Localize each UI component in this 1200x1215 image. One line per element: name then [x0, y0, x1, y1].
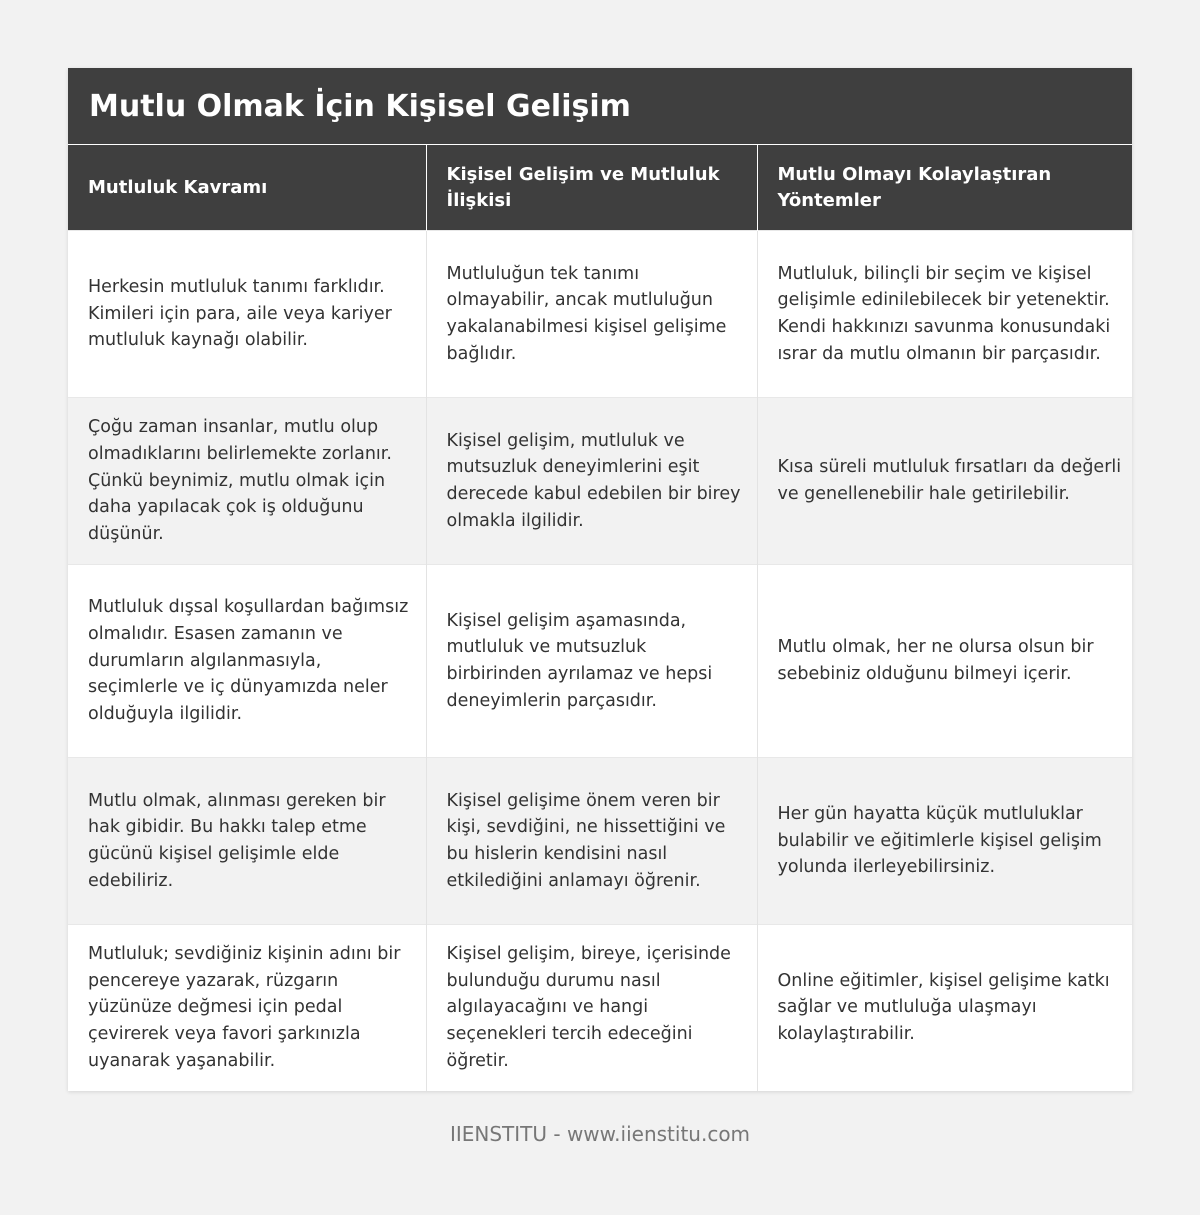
table-row [68, 231, 1132, 398]
page-title: Mutlu Olmak İçin Kişisel Gelişim [68, 68, 1132, 144]
table-row [68, 565, 1132, 758]
table-cell: Çoğu zaman insanlar, mutlu olup olmadıklarını belirlemekte zorlanır. Çünkü beynimiz, mutlu olmak için daha yapılacak çok iş olduğunu düşünür. [68, 398, 426, 565]
table-cell: Online eğitimler, kişisel gelişime katkı sağlar ve mutluluğa ulaşmayı kolaylaştırabilir. [757, 925, 1132, 1091]
table-cell: Kişisel gelişime önem veren bir kişi, sevdiğini, ne hissettiğini ve bu hislerin kendisini nasıl etkilediğini anlamayı öğrenir. [426, 758, 757, 925]
table-cell: Herkesin mutluluk tanımı farklıdır. Kimileri için para, aile veya kariyer mutluluk kaynağı olabilir. [68, 231, 426, 398]
table-cell: Mutluluğun tek tanımı olmayabilir, ancak mutluluğun yakalanabilmesi kişisel gelişime bağlıdır. [426, 231, 757, 398]
footer-credit: IIENSTITU - www.iienstitu.com [449, 1122, 751, 1146]
table-cell: Kısa süreli mutluluk fırsatları da değerli ve genellenebilir hale getirilebilir. [757, 398, 1132, 565]
table-cell: Mutlu olmak, her ne olursa olsun bir sebebiniz olduğunu bilmeyi içerir. [757, 565, 1132, 758]
table-row [68, 758, 1132, 925]
table-cell: Mutluluk dışsal koşullardan bağımsız olmalıdır. Esasen zamanın ve durumların algılanmasıyla, seçimlerle ve iç dünyamızda neler olduğuyla ilgilidir. [68, 565, 426, 758]
table-cell: Kişisel gelişim aşamasında, mutluluk ve mutsuzluk birbirinden ayrılamaz ve hepsi deneyimlerin parçasıdır. [426, 565, 757, 758]
table-cell: Mutluluk; sevdiğiniz kişinin adını bir pencereye yazarak, rüzgarın yüzünüze değmesi için pedal çevirerek veya favori şarkınızla uyanarak yaşanabilir. [68, 925, 426, 1091]
table-cell: Mutlu olmak, alınması gereken bir hak gibidir. Bu hakkı talep etme gücünü kişisel gelişimle elde edebiliriz. [68, 758, 426, 925]
column-header: Mutluluk Kavramı [68, 145, 426, 231]
table-cell: Her gün hayatta küçük mutluluklar bulabilir ve eğitimlerle kişisel gelişim yolunda ilerleyebilirsiniz. [757, 758, 1132, 925]
column-header: Kişisel Gelişim ve Mutluluk İlişkisi [426, 145, 757, 231]
table-cell: Mutluluk, bilinçli bir seçim ve kişisel gelişimle edinilebilecek bir yetenektir. Kendi hakkınızı savunma konusundaki ısrar da mutlu olmanın bir parçasıdır. [757, 231, 1132, 398]
table-row [68, 925, 1132, 1091]
table-cell: Kişisel gelişim, bireye, içerisinde bulunduğu durumu nasıl algılayacağını ve hangi seçenekleri tercih edeceğini öğretir. [426, 925, 757, 1091]
table-header-row [68, 145, 1132, 231]
table-card [68, 68, 1132, 1091]
data-table [68, 144, 1132, 1091]
table-cell: Kişisel gelişim, mutluluk ve mutsuzluk deneyimlerini eşit derecede kabul edebilen bir birey olmakla ilgilidir. [426, 398, 757, 565]
table-row [68, 398, 1132, 565]
column-header: Mutlu Olmayı Kolaylaştıran Yöntemler [757, 145, 1132, 231]
